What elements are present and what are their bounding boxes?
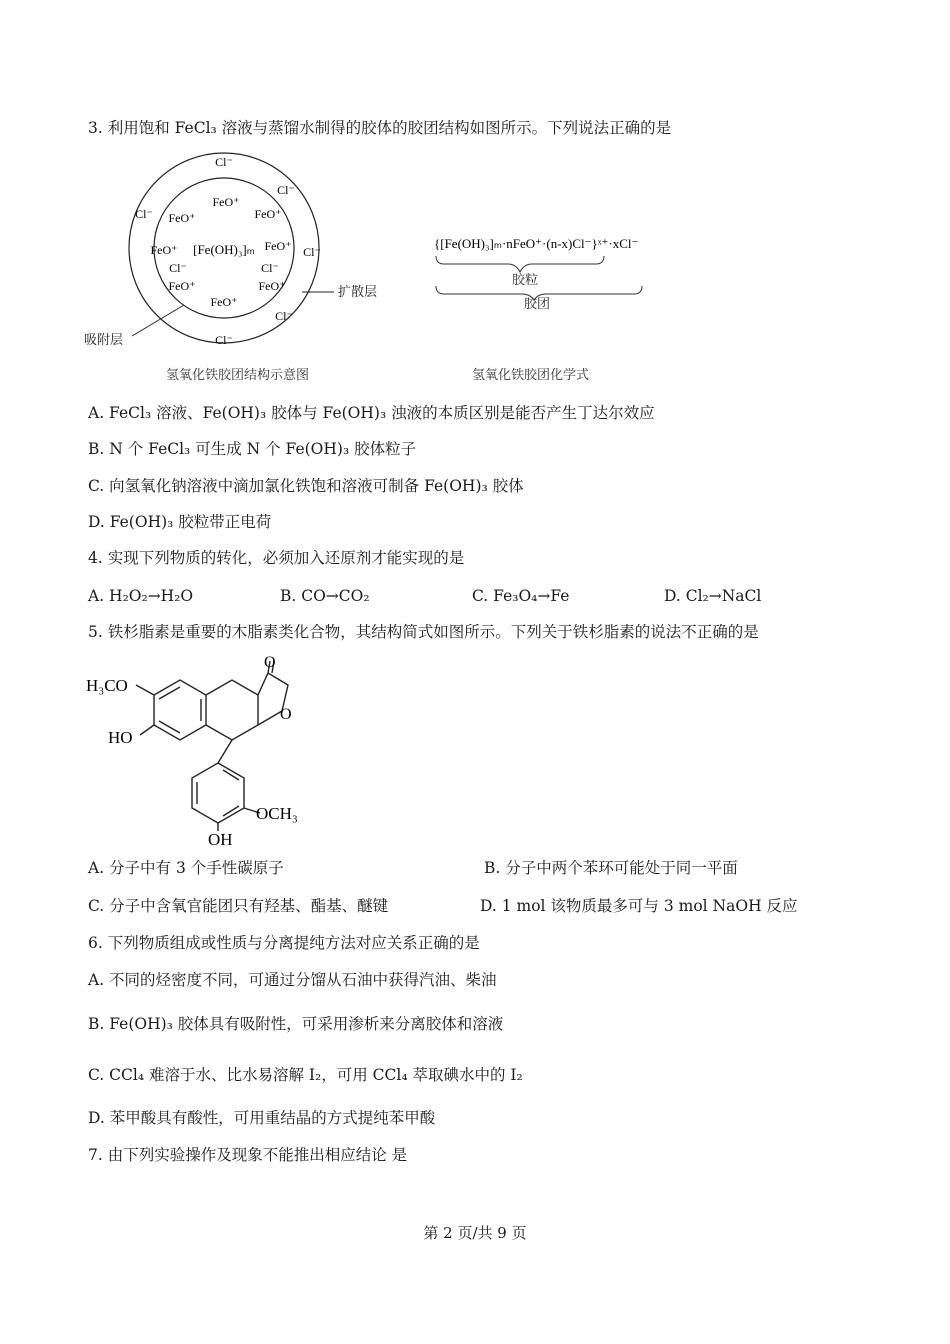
micelle-label: 胶团 [524, 297, 551, 312]
q4-option-a: A. H₂O₂→H₂O [88, 587, 194, 605]
feo-label: FeO⁺ [212, 195, 240, 209]
feo-label: FeO⁺ [210, 295, 238, 309]
feo-label: FeO⁺ [168, 211, 196, 225]
q4-stem: 4. 实现下列物质的转化，必须加入还原剂才能实现的是 [88, 549, 465, 567]
micelle-formula-diagram [424, 228, 664, 312]
q5-option-b: B. 分子中两个苯环可能处于同一平面 [484, 859, 738, 877]
cl-label: Cl⁻ [277, 183, 295, 197]
cl-label: Cl⁻ [169, 261, 187, 275]
adsorption-layer-label: 吸附层 [84, 333, 124, 348]
h3co-label: H₃CO [86, 676, 128, 695]
cl-label: Cl⁻ [261, 261, 279, 275]
q3-option-d: D. Fe(OH)₃ 胶粒带正电荷 [88, 513, 272, 531]
feo-label: FeO⁺ [264, 239, 292, 253]
micelle-formula: {[Fe(OH)₃]ₘ·nFeO⁺·(n-x)Cl⁻}ˣ⁺·xCl⁻ [434, 236, 639, 251]
q3-option-c: C. 向氢氧化钠溶液中滴加氯化铁饱和溶液可制备 Fe(OH)₃ 胶体 [88, 477, 524, 495]
q5-stem: 5. 铁杉脂素是重要的木脂素类化合物，其结构简式如图所示。下列关于铁杉脂素的说法不正确的是 [88, 623, 759, 641]
q5-option-a: A. 分子中有 3 个手性碳原子 [88, 859, 284, 877]
q3-option-a: A. FeCl₃ 溶液、Fe(OH)₃ 胶体与 Fe(OH)₃ 浊液的本质区别是能否产生丁达尔效应 [88, 404, 655, 422]
tsugacetin-structure [84, 655, 314, 850]
q3-option-b: B. N 个 FeCl₃ 可生成 N 个 Fe(OH)₃ 胶体粒子 [88, 440, 417, 458]
q6-option-a: A. 不同的烃密度不同，可通过分馏从石油中获得汽油、柴油 [88, 971, 497, 989]
cl-label: Cl⁻ [215, 155, 233, 169]
q6-option-d: D. 苯甲酸具有酸性，可用重结晶的方式提纯苯甲酸 [88, 1109, 436, 1127]
q7-stem: 7. 由下列实验操作及现象不能推出相应结论 是 [88, 1146, 408, 1164]
colloid-particle-label: 胶粒 [512, 273, 539, 288]
q6-option-b: B. Fe(OH)₃ 胶体具有吸附性，可采用渗析来分离胶体和溶液 [88, 1015, 504, 1033]
q6-option-c: C. CCl₄ 难溶于水、比水易溶解 I₂，可用 CCl₄ 萃取碘水中的 I₂ [88, 1066, 523, 1084]
q4-option-d: D. Cl₂→NaCl [664, 587, 762, 605]
core-label: [Fe(OH)₃]ₘ [193, 242, 255, 257]
feo-label: FeO⁺ [168, 279, 196, 293]
q6-stem: 6. 下列物质组成或性质与分离提纯方法对应关系正确的是 [88, 934, 480, 952]
cl-label: Cl⁻ [303, 245, 321, 259]
feo-label: FeO⁺ [258, 279, 286, 293]
ring-o-label: O [280, 706, 292, 723]
q5-option-c: C. 分子中含氧官能团只有羟基、酯基、醚键 [88, 897, 389, 915]
cl-label: Cl⁻ [215, 333, 233, 347]
carbonyl-o-label: O [264, 655, 276, 671]
ho-label: HO [108, 728, 133, 747]
left-diagram-caption: 氢氧化铁胶团结构示意图 [166, 368, 310, 383]
oh-label: OH [208, 830, 233, 849]
feo-label: FeO⁺ [254, 207, 282, 221]
q4-option-c: C. Fe₃O₄→Fe [472, 587, 570, 605]
diffuse-layer-label: 扩散层 [338, 285, 378, 300]
feo-label: FeO⁺ [150, 243, 178, 257]
cl-label: Cl⁻ [135, 207, 153, 221]
micelle-structure-diagram [84, 148, 404, 363]
right-diagram-caption: 氢氧化铁胶团化学式 [472, 368, 590, 383]
cl-label: Cl⁻ [275, 309, 293, 323]
q3-stem: 3. 利用饱和 FeCl₃ 溶液与蒸馏水制得的胶体的胶团结构如图所示。下列说法正确的是 [88, 119, 672, 137]
och3-label: OCH₃ [256, 804, 298, 823]
q5-option-d: D. 1 mol 该物质最多可与 3 mol NaOH 反应 [480, 897, 798, 915]
page-footer: 第 2 页/共 9 页 [423, 1224, 527, 1242]
q4-option-b: B. CO→CO₂ [280, 587, 370, 605]
